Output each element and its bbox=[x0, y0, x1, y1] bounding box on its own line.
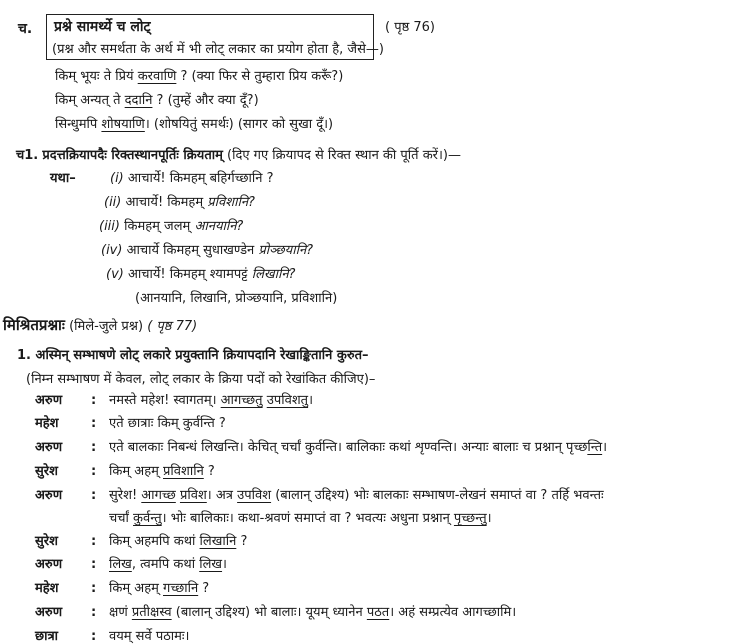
dialogue-line: अरुण : सुरेश! आगच्छ प्रविश। अत्र उपविश (बालान् उद्दिश्य) भोः बालकाः सम्भाषण-लेखनं समाप्तं वा ? तर्हि भवन्तः bbox=[35, 485, 604, 503]
page-ref-76: ( पृष्ठ 76) bbox=[385, 20, 435, 35]
rule-subtitle: (प्रश्न और समर्थता के अर्थ में भी लोट् लकार का प्रयोग होता है, जैसे—) bbox=[52, 42, 384, 57]
question-1-subtitle: (निम्न सम्भाषण में केवल, लोट् लकार के क्रिया पदों को रेखांकित कीजिए)– bbox=[26, 372, 376, 387]
underlined-verb: प्रविशानि bbox=[163, 464, 204, 479]
dialogue-line: छात्रा : वयम् सर्वे पठामः। bbox=[35, 626, 189, 644]
dialogue-line: सुरेश : किम् अहम् प्रविशानि ? bbox=[35, 461, 215, 479]
underlined-verb: गच्छानि bbox=[163, 581, 199, 596]
underlined-verb: पृच्छन्तु bbox=[453, 511, 487, 526]
speaker-name: सुरेश bbox=[35, 534, 58, 549]
rule-title: प्रश्ने सामर्थ्ये च लोट् bbox=[54, 19, 151, 35]
dialogue-line-continuation: चर्चां कुर्वन्तु। भोः बालिकाः। कथा-श्रवणं समाप्तं वा ? भवत्यः अधुना प्रश्नान् पृच्छन्तु। bbox=[109, 511, 492, 526]
speaker-name: महेश bbox=[35, 416, 59, 431]
underlined-verb: प्रतीक्षस्व bbox=[131, 605, 172, 620]
underlined-verb: उपविश bbox=[237, 488, 272, 503]
section-marker-cha: च. bbox=[18, 21, 33, 37]
dialogue-line: सुरेश : किम् अहमपि कथां लिखानि ? bbox=[35, 531, 247, 549]
underlined-verb: लिख bbox=[109, 557, 132, 572]
speaker-name: छात्रा bbox=[35, 629, 59, 644]
example-line: किम् अन्यत् ते ददानि ? (तुम्हें और क्या दूँ?) bbox=[55, 93, 259, 108]
speaker-name: महेश bbox=[35, 581, 59, 596]
dialogue-line: महेश : एते छात्राः किम् कुर्वन्ति ? bbox=[35, 413, 226, 431]
exercise-item: (ii) आचार्ये! किमहम् प्रविशानि? bbox=[104, 195, 255, 210]
underlined-verb: न्ति bbox=[587, 440, 603, 455]
dialogue-line: महेश : किम् अहम् गच्छानि ? bbox=[35, 578, 209, 596]
underlined-verb: कुर्वन्तु bbox=[133, 511, 162, 526]
exercise-item: (v) आचार्ये! किमहम् श्यामपट्टं लिखानि? bbox=[106, 267, 296, 282]
underlined-verb: लिखानि bbox=[199, 534, 237, 549]
options-list: (आनयानि, लिखानि, प्रोञ्छयानि, प्रविशानि) bbox=[135, 291, 338, 306]
example-line: किम् भूयः ते प्रियं करवाणि ? (क्या फिर से तुम्हारा प्रिय करूँ?) bbox=[55, 69, 344, 84]
speaker-name: सुरेश bbox=[35, 464, 58, 479]
exercise-heading: च1. प्रदत्तक्रियापदैः रिक्तस्थानपूर्तिः क्रियताम् (दिए गए क्रियापद से रिक्त स्थान की पूर्ति करें।)— bbox=[16, 148, 461, 163]
dialogue-line: अरुण : एते बालकाः निबन्धं लिखन्ति। केचित् चर्चां कुर्वन्ति। बालिकाः कथां शृण्वन्ति। अन्याः बालाः च प्रश्नान् पृच्छन्ति। bbox=[35, 437, 607, 455]
speaker-name: अरुण bbox=[35, 605, 63, 620]
underlined-verb: आगच्छ bbox=[141, 488, 176, 503]
question-1-title: 1. अस्मिन् सम्भाषणे लोट् लकारे प्रयुक्तानि क्रियापदानि रेखाङ्कितानि कुरुत– bbox=[17, 348, 369, 363]
mixed-heading: मिश्रितप्रश्नाः (मिले-जुले प्रश्न) ( पृष्ठ 77) bbox=[3, 316, 198, 334]
underlined-verb: उपविशतु bbox=[266, 393, 309, 408]
example-line: सिन्धुमपि शोषयाणि। (शोषयितुं समर्थः) (सागर को सुखा दूँ।) bbox=[55, 117, 334, 132]
underlined-verb: पठत bbox=[366, 605, 390, 620]
exercise-item: (iv) आचार्ये किमहम् सुधाखण्डेन प्रोञ्छयानि? bbox=[101, 243, 314, 258]
dialogue-line: अरुण : लिख, त्वमपि कथां लिख। bbox=[35, 554, 227, 572]
speaker-name: अरुण bbox=[35, 440, 63, 455]
speaker-name: अरुण bbox=[35, 488, 63, 503]
speaker-name: अरुण bbox=[35, 557, 63, 572]
dialogue-line: अरुण : क्षणं प्रतीक्षस्व (बालान् उद्दिश्य) भो बालाः। यूयम् ध्यानेन पठत। अहं सम्प्रत्येव आगच्छामि। bbox=[35, 602, 516, 620]
speaker-name: अरुण bbox=[35, 393, 63, 408]
underlined-verb: लिख bbox=[199, 557, 223, 572]
dialogue-line: अरुण : नमस्ते महेश! स्वागतम्। आगच्छतु उपविशतु। bbox=[35, 390, 313, 408]
underlined-verb: प्रविश bbox=[179, 488, 207, 503]
yatha-label: यथा– bbox=[50, 171, 76, 186]
exercise-item: (iii) किमहम् जलम् आनयानि? bbox=[99, 219, 244, 234]
exercise-item: (i) आचार्ये! किमहम् बहिर्गच्छानि ? bbox=[110, 171, 274, 186]
underlined-verb: आगच्छतु bbox=[220, 393, 263, 408]
